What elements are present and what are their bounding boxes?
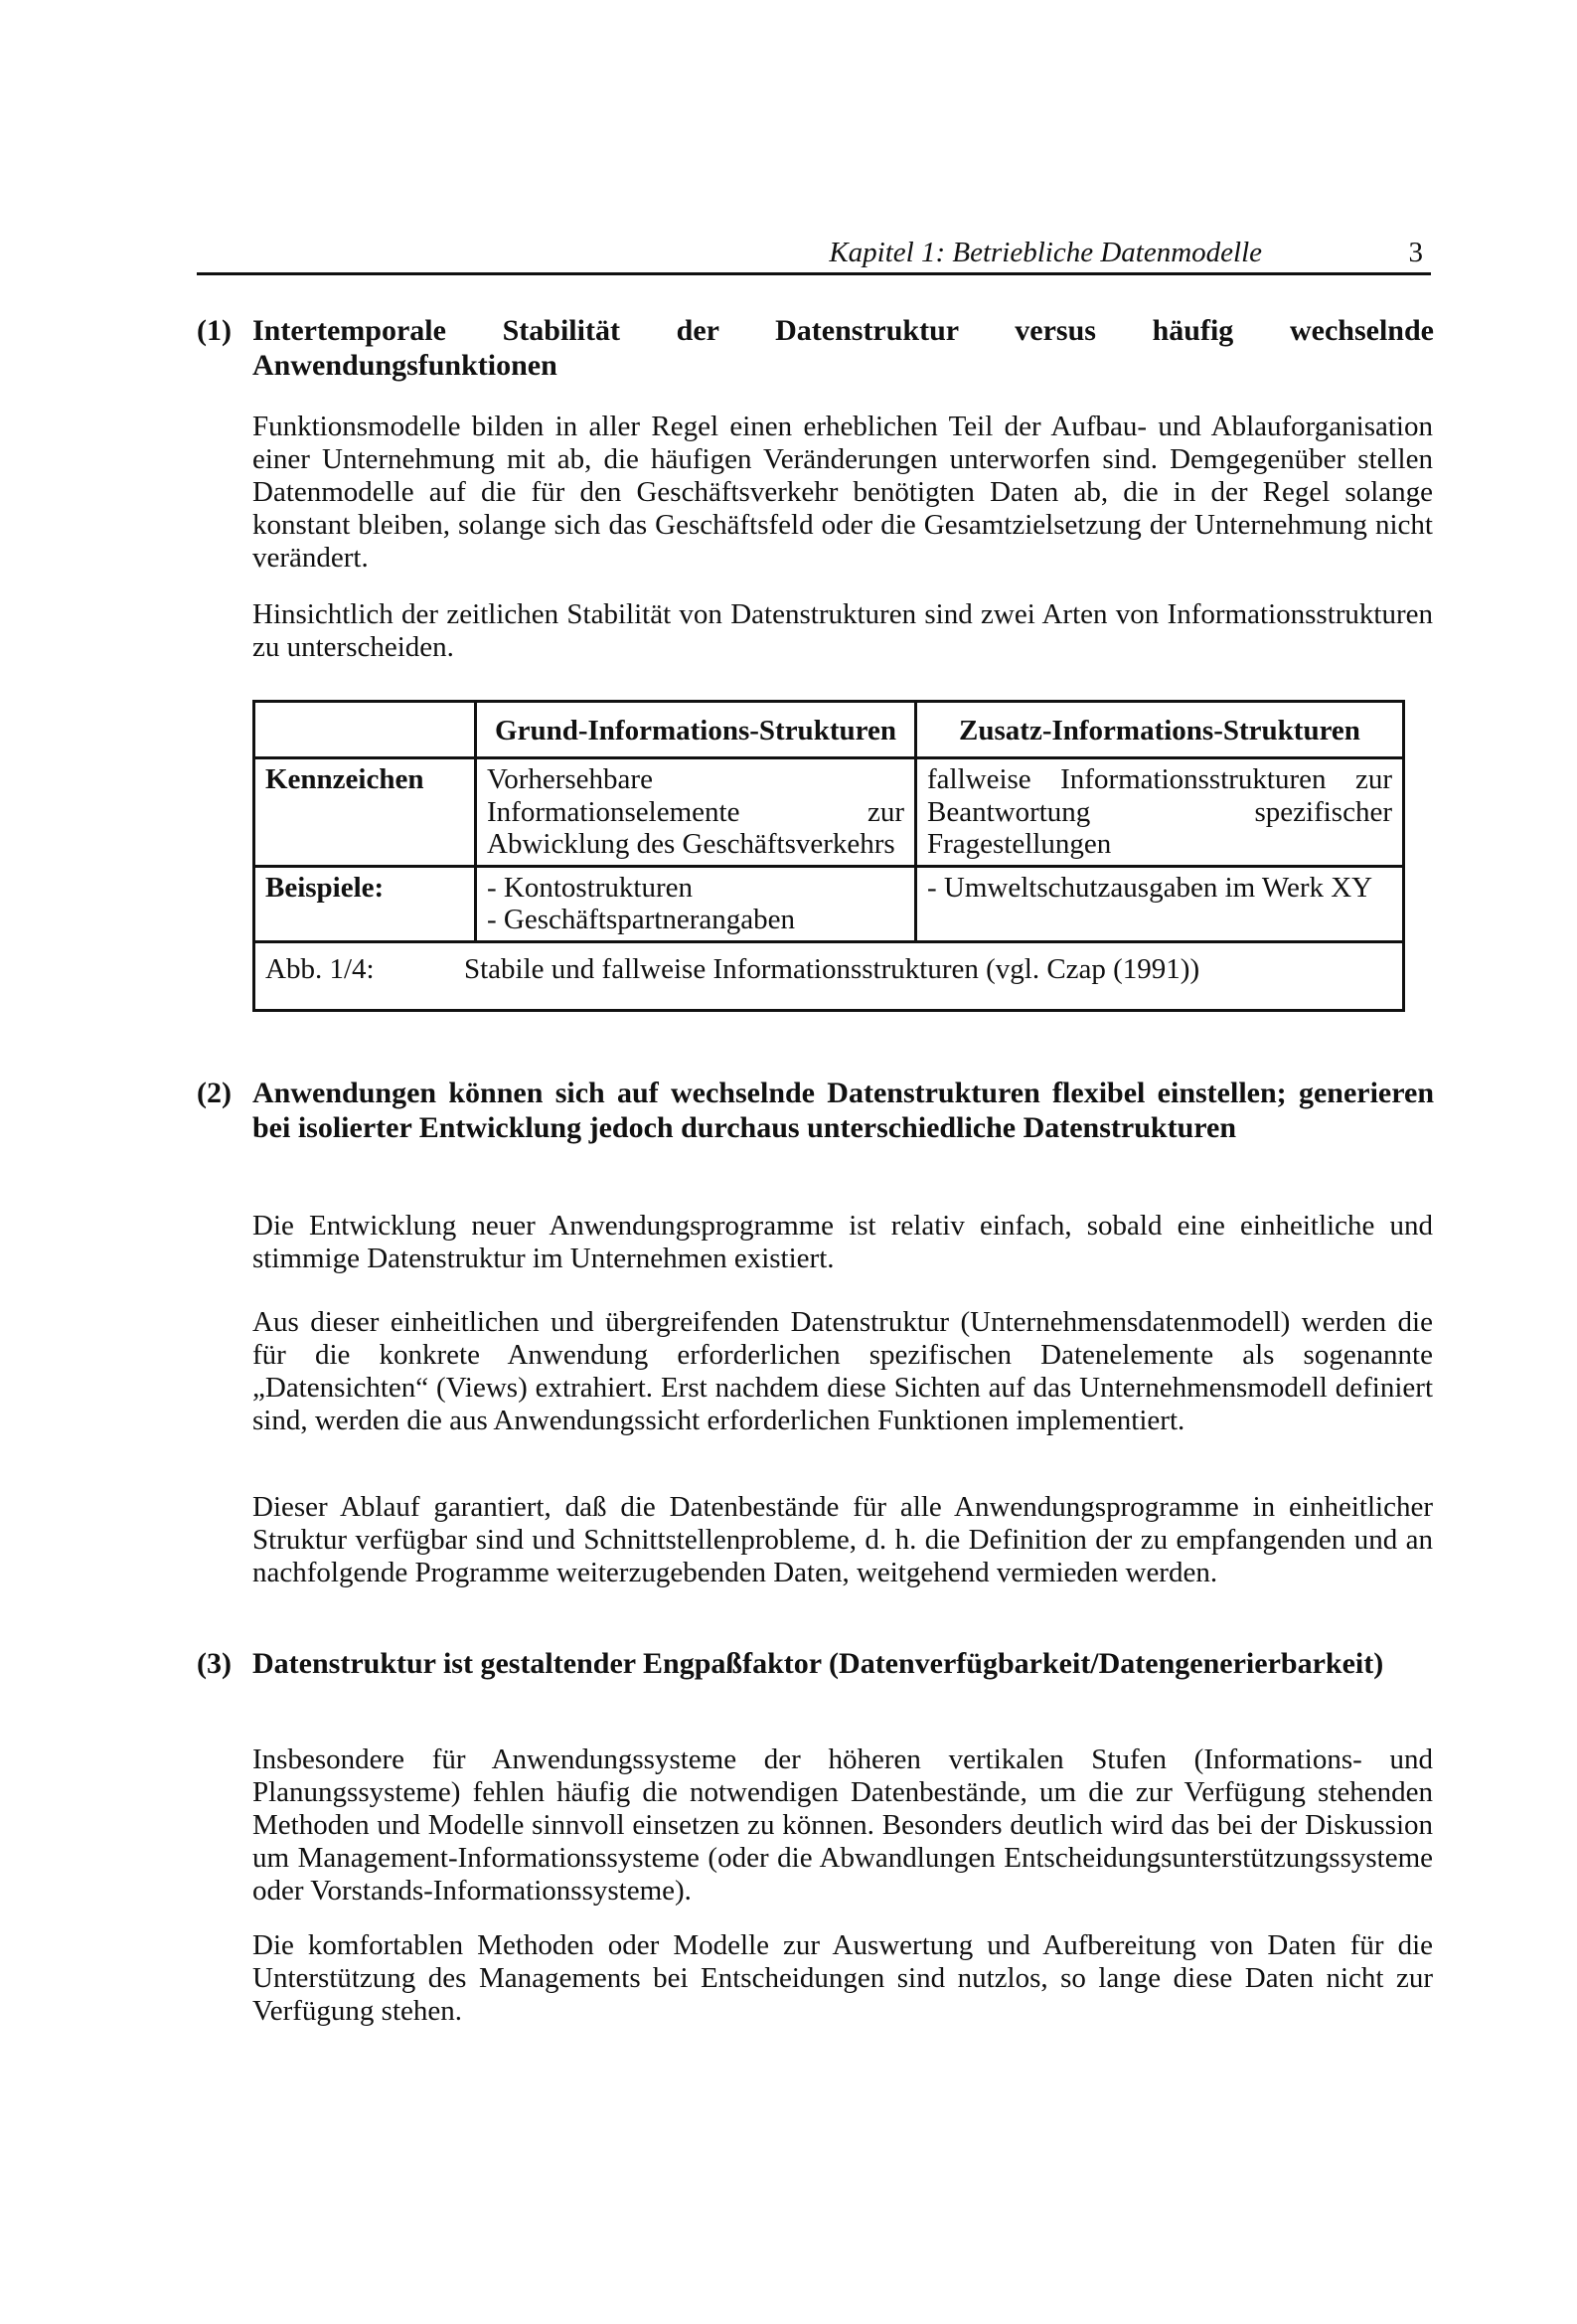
section-title: Datenstruktur ist gestaltender Engpaßfaktor (Datenverfügbarkeit/Datengenerierbarkeit) [252,1647,1384,1680]
table-corner-cell [254,702,476,758]
paragraph: Die komfortablen Methoden oder Modelle zur Auswertung und Aufbereitung von Daten für die Unterstützung des Managements bei Entscheidungen sind nutzlos, so lange diese Daten nicht zur Verfügung stehen. [252,1929,1433,2028]
table-row [254,866,1404,941]
paragraph: Funktionsmodelle bilden in aller Regel einen erheblichen Teil der Aufbau- und Ablauforganisation einer Unternehmung mit ab, die häufigen Veränderungen unterworfen sind. Demgegenüber stellen Datenmodelle auf die für den Geschäftsverkehr benötigten Daten ab, die in der Regel solange konstant bleiben, solange sich das Geschäftsfeld oder die Gesamtzielsetzung der Unternehmung nicht verändert. [252,411,1433,575]
list-item: - Umweltschutzausgaben im Werk XY [927,871,1373,904]
information-structures-table [252,700,1405,1012]
section-title: Intertemporale Stabilität der Datenstruktur versus häufig wechselnde Anwendungsfunktionen [252,314,1434,382]
row-label: Beispiele: [254,866,476,941]
table-cell [476,866,916,941]
caption-row [254,941,1404,1010]
section-3-heading [197,1647,1434,1727]
section-1-heading [197,314,1434,394]
list-item: - Kontostrukturen [487,871,693,904]
column-header: Zusatz-Informations-Strukturen [916,702,1404,758]
section-number: (2) [197,1077,232,1109]
section-number: (1) [197,314,232,347]
page-number: 3 [1408,237,1423,268]
caption-label: Abb. 1/4: [265,952,375,985]
paragraph: Dieser Ablauf garantiert, daß die Datenbestände für alle Anwendungsprogramme in einheitlicher Struktur verfügbar sind und Schnittstellenprobleme, d. h. die Definition der zu empfangenden und an nachfolgende Programme weiterzugebenden Daten, weitgehend vermieden werden. [252,1491,1433,1589]
table-cell [916,758,1404,866]
section-2-heading [197,1077,1434,1196]
figure-caption [254,941,1404,1010]
section-number: (3) [197,1647,232,1680]
paragraph: Insbesondere für Anwendungssysteme der höheren vertikalen Stufen (Informations- und Planungssysteme) fehlen häufig die notwendigen Datenbestände, um die zur Verfügung stehenden Methoden und Modelle sinnvoll einsetzen zu können. Besonders deutlich wird das bei der Diskussion um Management-Informationssysteme (oder die Abwandlungen Entscheidungsunterstützungssysteme oder Vorstands-Informationssysteme). [252,1743,1433,1908]
table-header-row [254,702,1404,758]
paragraph: Hinsichtlich der zeitlichen Stabilität von Datenstrukturen sind zwei Arten von Informationsstrukturen zu unterscheiden. [252,598,1433,664]
table-cell [476,758,916,866]
cell-text: Vorhersehbare Informationselemente zur Abwicklung des Geschäftsverkehrs [487,763,904,861]
row-label: Kennzeichen [254,758,476,866]
column-header: Grund-Informations-Strukturen [476,702,916,758]
table-cell [916,866,1404,941]
table-row [254,758,1404,866]
paragraph: Die Entwicklung neuer Anwendungsprogramme ist relativ einfach, sobald eine einheitliche und stimmige Datenstruktur im Unternehmen existiert. [252,1210,1433,1275]
running-header [197,237,1431,275]
cell-text: fallweise Informationsstrukturen zur Beantwortung spezifischer Fragestellungen [927,763,1392,861]
caption-text: Stabile und fallweise Informationsstrukturen (vgl. Czap (1991)) [464,952,1200,985]
list-item: - Geschäftspartnerangaben [487,904,795,936]
section-title: Anwendungen können sich auf wechselnde Datenstrukturen flexibel einstellen; generieren bei isolierter Entwicklung jedoch durchaus unterschiedliche Datenstrukturen [252,1077,1434,1144]
paragraph: Aus dieser einheitlichen und übergreifenden Datenstruktur (Unternehmensdatenmodell) werden die für die konkrete Anwendung erforderlichen spezifischen Datenelemente als sogenannte „Datensichten“ (Views) extrahiert. Erst nachdem diese Sichten auf das Unternehmensmodell definiert sind, werden die aus Anwendungssicht erforderlichen Funktionen implementiert. [252,1306,1433,1437]
chapter-title: Kapitel 1: Betriebliche Datenmodelle [829,237,1262,268]
